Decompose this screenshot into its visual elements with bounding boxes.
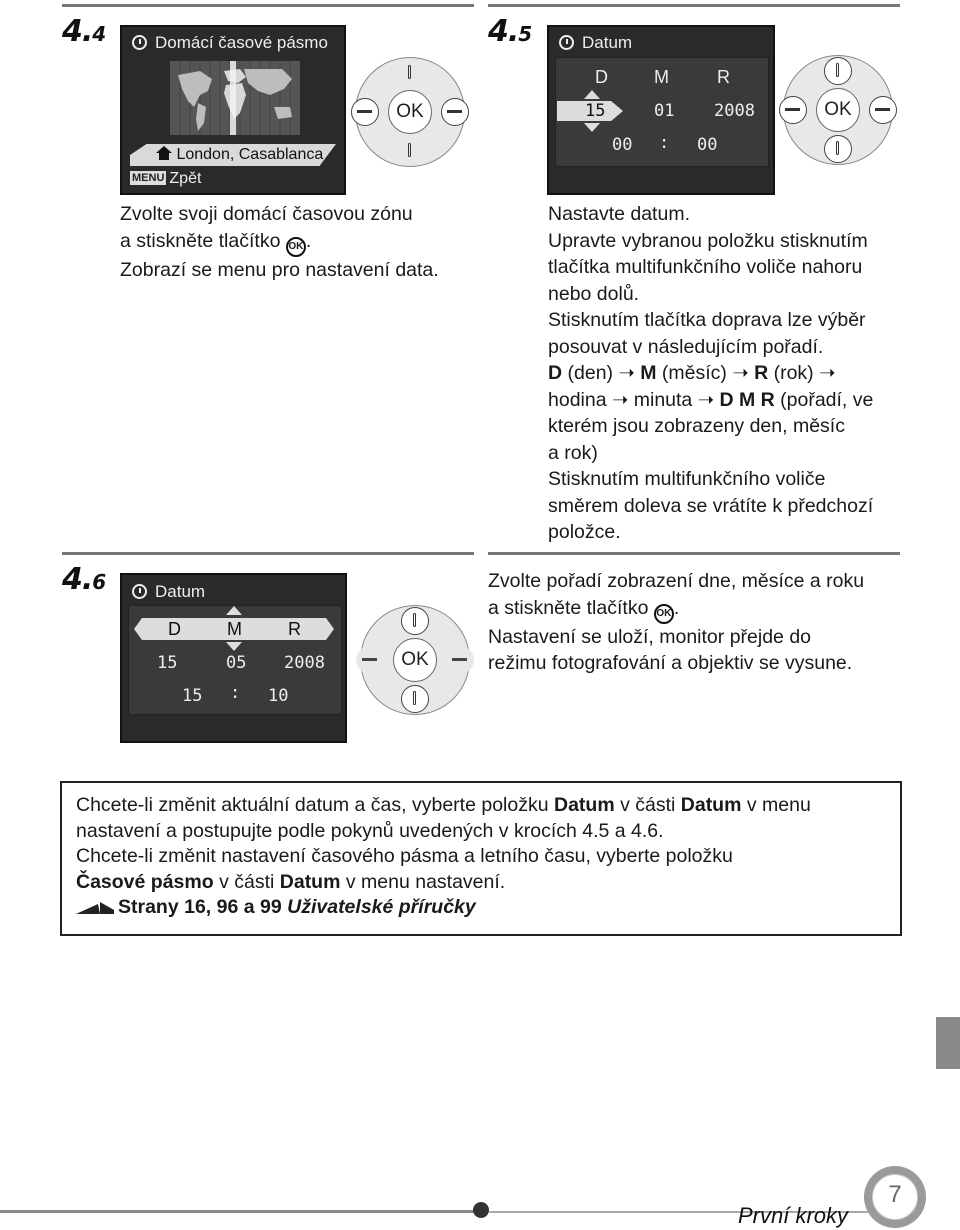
screen-title	[132, 582, 205, 602]
ok-glyph-icon: OK	[654, 604, 674, 624]
month-value: 05	[226, 653, 247, 673]
clock-icon	[559, 35, 574, 50]
year-value: 2008	[284, 653, 325, 673]
footer-line	[0, 1210, 478, 1213]
minute-value: 00	[697, 135, 718, 155]
text-line: nebo dolů.	[548, 282, 640, 305]
clock-icon	[132, 584, 147, 599]
multi-selector-diagram	[360, 605, 470, 715]
page-number: 7	[888, 1181, 902, 1208]
hour-value: 00	[612, 135, 633, 155]
text-span: R	[754, 362, 769, 384]
top-rule-right	[488, 4, 900, 7]
text-span: D M R	[719, 388, 775, 411]
column-day-label: D	[168, 619, 181, 639]
text-line: Nastavení se uloží, monitor přejde do	[488, 625, 812, 648]
text-line: Zobrazí se menu pro nastavení data.	[120, 258, 439, 281]
down-indicator-icon	[584, 123, 600, 132]
ok-button-icon: OK	[816, 88, 860, 132]
ok-glyph-icon: OK	[286, 237, 306, 257]
camera-screen-date	[547, 25, 775, 195]
step-number-minor: 6	[92, 570, 106, 594]
step-number-major: 4.	[62, 562, 93, 597]
text-line: Chcete-li změnit nastavení časového pásma a letního času, vyberte položku	[76, 845, 733, 867]
step-number-major: 4.	[62, 14, 93, 49]
arrow-icon: ➝	[697, 388, 715, 411]
day-value: 15	[585, 101, 606, 121]
step-number-minor: 4	[92, 22, 106, 46]
step-number	[62, 14, 105, 49]
arrow-icon: ➝	[618, 362, 635, 384]
right-arrow-icon	[869, 96, 897, 124]
home-icon	[156, 146, 172, 160]
down-arrow-icon	[824, 135, 852, 163]
text-line: Nastavte datum.	[548, 203, 690, 225]
text-span: Datum	[279, 870, 341, 893]
top-rule-left	[62, 4, 474, 7]
text-line	[120, 228, 439, 257]
time-colon: :	[659, 133, 670, 153]
right-arrow-icon	[441, 98, 469, 126]
info-note-text	[76, 793, 811, 921]
text-line: Zvolte svoji domácí časovou zónu	[120, 203, 413, 225]
text-span: M	[640, 362, 657, 384]
column-month-label: M	[654, 67, 669, 87]
text-span: Uživatelské příručky	[287, 896, 476, 918]
chapter-side-tab	[936, 1017, 960, 1069]
clock-icon	[132, 35, 147, 50]
text-span: (měsíc)	[656, 362, 733, 384]
text-line: Stisknutím tlačítka doprava lze výběr	[548, 309, 866, 331]
text-line: režimu fotografování a objektiv se vysune.	[488, 652, 853, 674]
screen-title	[132, 33, 328, 53]
column-year-label: R	[717, 67, 730, 87]
section-title: První kroky	[738, 1203, 849, 1228]
column-year-label: R	[288, 619, 301, 639]
text-span: v části	[213, 870, 280, 893]
screen-title	[559, 33, 632, 53]
mid-rule-left	[62, 552, 474, 555]
right-arrow-icon	[446, 646, 474, 674]
text-line: Upravte vybranou položku stisknutím	[548, 229, 868, 252]
text-span: .	[305, 229, 312, 252]
text-span: hodina	[548, 388, 612, 411]
step-number	[62, 562, 105, 597]
location-row	[156, 146, 323, 164]
arrow-icon: ➝	[819, 362, 836, 384]
multi-selector-diagram	[783, 55, 893, 165]
text-span: .	[673, 596, 680, 619]
text-span: (rok)	[768, 362, 820, 384]
menu-button-icon: MENU	[132, 172, 165, 184]
day-value: 15	[157, 653, 178, 673]
text-span: D	[548, 362, 563, 384]
text-span: a stiskněte tlačítko	[488, 596, 654, 619]
up-indicator-icon	[226, 606, 242, 615]
arrow-icon: ➝	[611, 388, 629, 411]
text-span: Časové pásmo	[76, 870, 214, 893]
down-arrow-icon	[401, 685, 429, 713]
step-4-5-text	[548, 201, 873, 546]
text-line	[76, 870, 811, 896]
text-line: položce.	[548, 521, 621, 543]
mid-rule-right	[488, 552, 900, 555]
screen-title-text: Datum	[155, 582, 206, 601]
up-arrow-icon	[401, 607, 429, 635]
text-span: Chcete-li změnit aktuální datum a čas, vyberte položku	[76, 794, 554, 816]
text-line: a rok)	[548, 441, 598, 464]
text-line: Stisknutím multifunkčního voliče	[548, 468, 826, 490]
camera-screen-timezone	[120, 25, 346, 195]
text-span: a stiskněte tlačítko	[120, 229, 286, 252]
text-line: nastavení a postupujte podle pokynů uvedených v krocích 4.5 a 4.6.	[76, 819, 664, 842]
location-text: London, Casablanca	[176, 146, 324, 163]
text-span: v menu nastavení.	[340, 870, 506, 893]
text-line	[76, 895, 811, 921]
minute-value: 10	[268, 686, 289, 706]
text-span: v části	[614, 794, 681, 816]
column-month-label: M	[227, 619, 242, 639]
year-value: 2008	[714, 101, 755, 121]
step-number-minor: 5	[518, 22, 532, 46]
time-colon: :	[230, 683, 241, 703]
text-line: kterém jsou zobrazeny den, měsíc	[548, 415, 845, 437]
text-span: (den)	[562, 362, 619, 384]
up-indicator-icon	[584, 90, 600, 99]
text-span: Strany 16, 96 a 99	[118, 896, 288, 918]
text-line	[76, 793, 811, 819]
hour-value: 15	[182, 686, 203, 706]
text-line	[548, 387, 873, 414]
multi-selector-diagram	[355, 57, 465, 167]
text-line	[488, 595, 864, 624]
text-line	[548, 360, 873, 387]
down-arrow-icon	[396, 137, 424, 165]
down-indicator-icon	[226, 642, 242, 651]
step-4-4-text	[120, 201, 439, 283]
text-span: v menu	[741, 794, 811, 816]
camera-screen-date-order	[120, 573, 347, 743]
up-arrow-icon	[396, 59, 424, 87]
screen-title-text: Datum	[582, 33, 633, 52]
reference-arrow-icon	[76, 898, 114, 914]
text-line: tlačítka multifunkčního voliče nahoru	[548, 256, 863, 278]
step-number-major: 4.	[488, 14, 519, 49]
text-line: Zvolte pořadí zobrazení dne, měsíce a roku	[488, 570, 865, 592]
column-day-label: D	[595, 67, 608, 87]
ok-button-icon: OK	[393, 638, 437, 682]
arrow-icon: ➝	[732, 362, 749, 384]
text-span: (pořadí, ve	[774, 388, 874, 411]
month-value: 01	[654, 101, 675, 121]
left-arrow-icon	[351, 98, 379, 126]
step-4-6-text	[488, 568, 864, 677]
screen-title-text: Domácí časové pásmo	[155, 33, 328, 52]
back-row	[130, 170, 201, 188]
text-span: Datum	[680, 794, 742, 816]
text-line: směrem doleva se vrátíte k předchozí	[548, 494, 874, 517]
world-map	[170, 61, 300, 135]
text-span: minuta	[628, 388, 698, 411]
back-label: Zpět	[169, 170, 202, 187]
footer-dot	[473, 1202, 489, 1218]
left-arrow-icon	[356, 646, 384, 674]
ok-button-icon: OK	[388, 90, 432, 134]
text-line: posouvat v následujícím pořadí.	[548, 335, 824, 358]
text-span: Datum	[553, 794, 615, 816]
up-arrow-icon	[824, 57, 852, 85]
left-arrow-icon	[779, 96, 807, 124]
step-number	[488, 14, 531, 49]
